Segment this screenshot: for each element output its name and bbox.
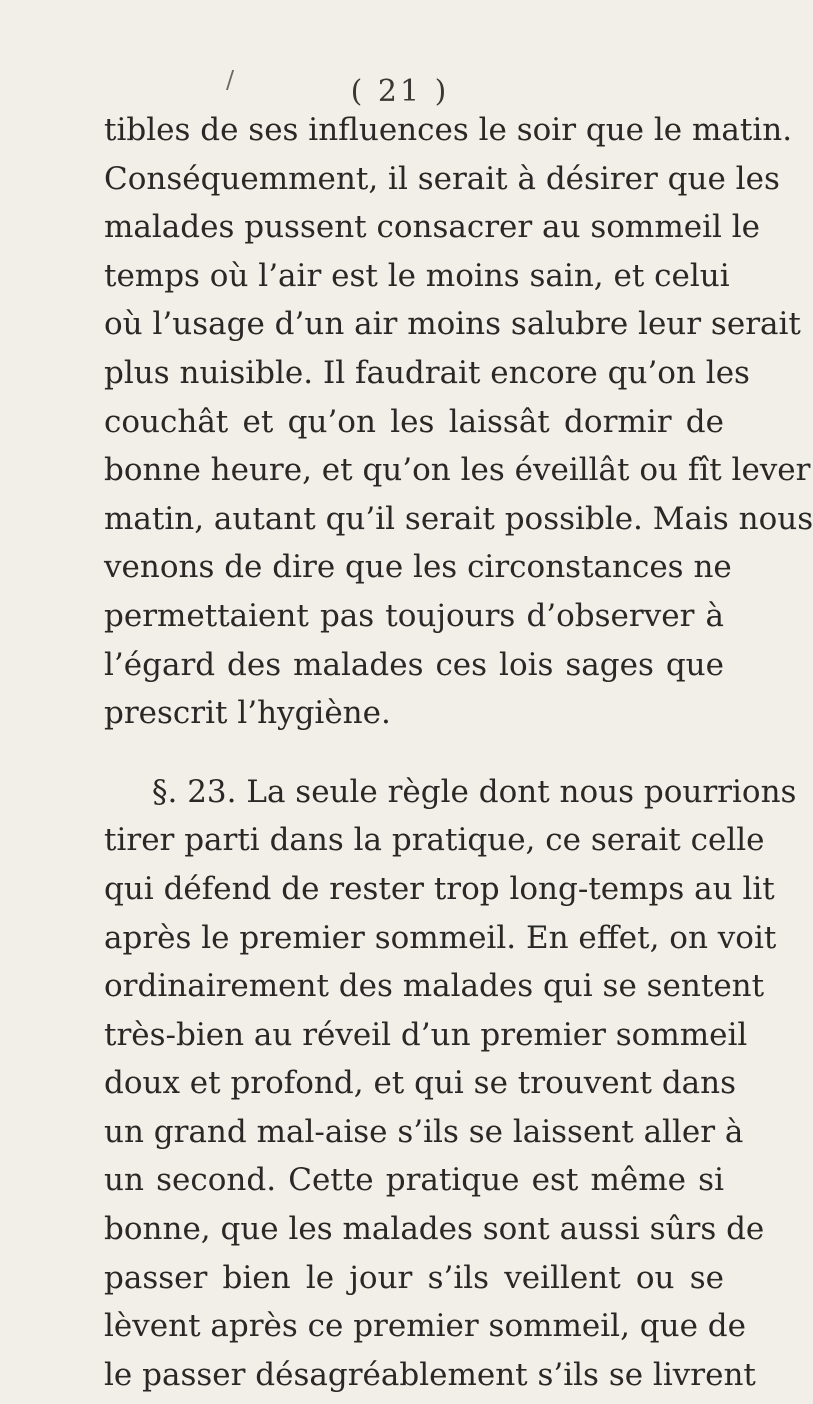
section-heading-line: §. 23. La seule règle dont nous pourrions	[152, 773, 797, 810]
text-line: ordinairement des malades qui se sentent	[104, 968, 765, 1005]
text-line: le passer désagréablement s’ils se livrent	[104, 1356, 756, 1393]
page-number: ( 21 )	[350, 74, 450, 109]
text-line: venons de dire que les circonstances ne	[104, 549, 732, 586]
paragraph-gap	[104, 738, 724, 768]
paragraph-1	[104, 106, 813, 738]
text-line: prescrit l’hygiène.	[104, 695, 391, 732]
stray-mark: /	[226, 66, 235, 94]
text-line: où l’usage d’un air moins salubre leur serait	[104, 306, 801, 343]
text-line: passer bien le jour s’ils veillent ou se	[104, 1259, 724, 1296]
text-line: très-bien au réveil d’un premier sommeil	[104, 1016, 748, 1053]
text-line: tirer parti dans la pratique, ce serait celle	[104, 822, 765, 859]
text-line: un second. Cette pratique est même si	[104, 1162, 724, 1199]
text-line: Conséquemment, il serait à désirer que les	[104, 160, 780, 197]
text-line: lèvent après ce premier sommeil, que de	[104, 1308, 746, 1345]
text-line: tibles de ses influences le soir que le matin.	[104, 112, 793, 148]
text-line: un grand mal-aise s’ils se laissent aller à	[104, 1113, 744, 1150]
text-line: après le premier sommeil. En effet, on voit	[104, 919, 777, 956]
body-text	[104, 106, 813, 1399]
text-line: matin, autant qu’il serait possible. Mais nous	[104, 500, 813, 537]
text-line: bonne heure, et qu’on les éveillât ou fît lever	[104, 452, 811, 489]
text-line: plus nuisible. Il faudrait encore qu’on les	[104, 354, 750, 391]
text-line: bonne, que les malades sont aussi sûrs de	[104, 1211, 765, 1248]
text-line: malades pussent consacrer au sommeil le	[104, 209, 761, 246]
text-line: couchât et qu’on les laissât dormir de	[104, 403, 724, 440]
text-line: permettaient pas toujours d’observer à	[104, 597, 724, 634]
text-line: doux et profond, et qui se trouvent dans	[104, 1065, 737, 1102]
paragraph-2	[104, 768, 797, 1400]
text-line: l’égard des malades ces lois sages que	[104, 646, 724, 683]
text-line: temps où l’air est le moins sain, et celui	[104, 257, 730, 294]
text-line: qui défend de rester trop long-temps au lit	[104, 870, 775, 907]
